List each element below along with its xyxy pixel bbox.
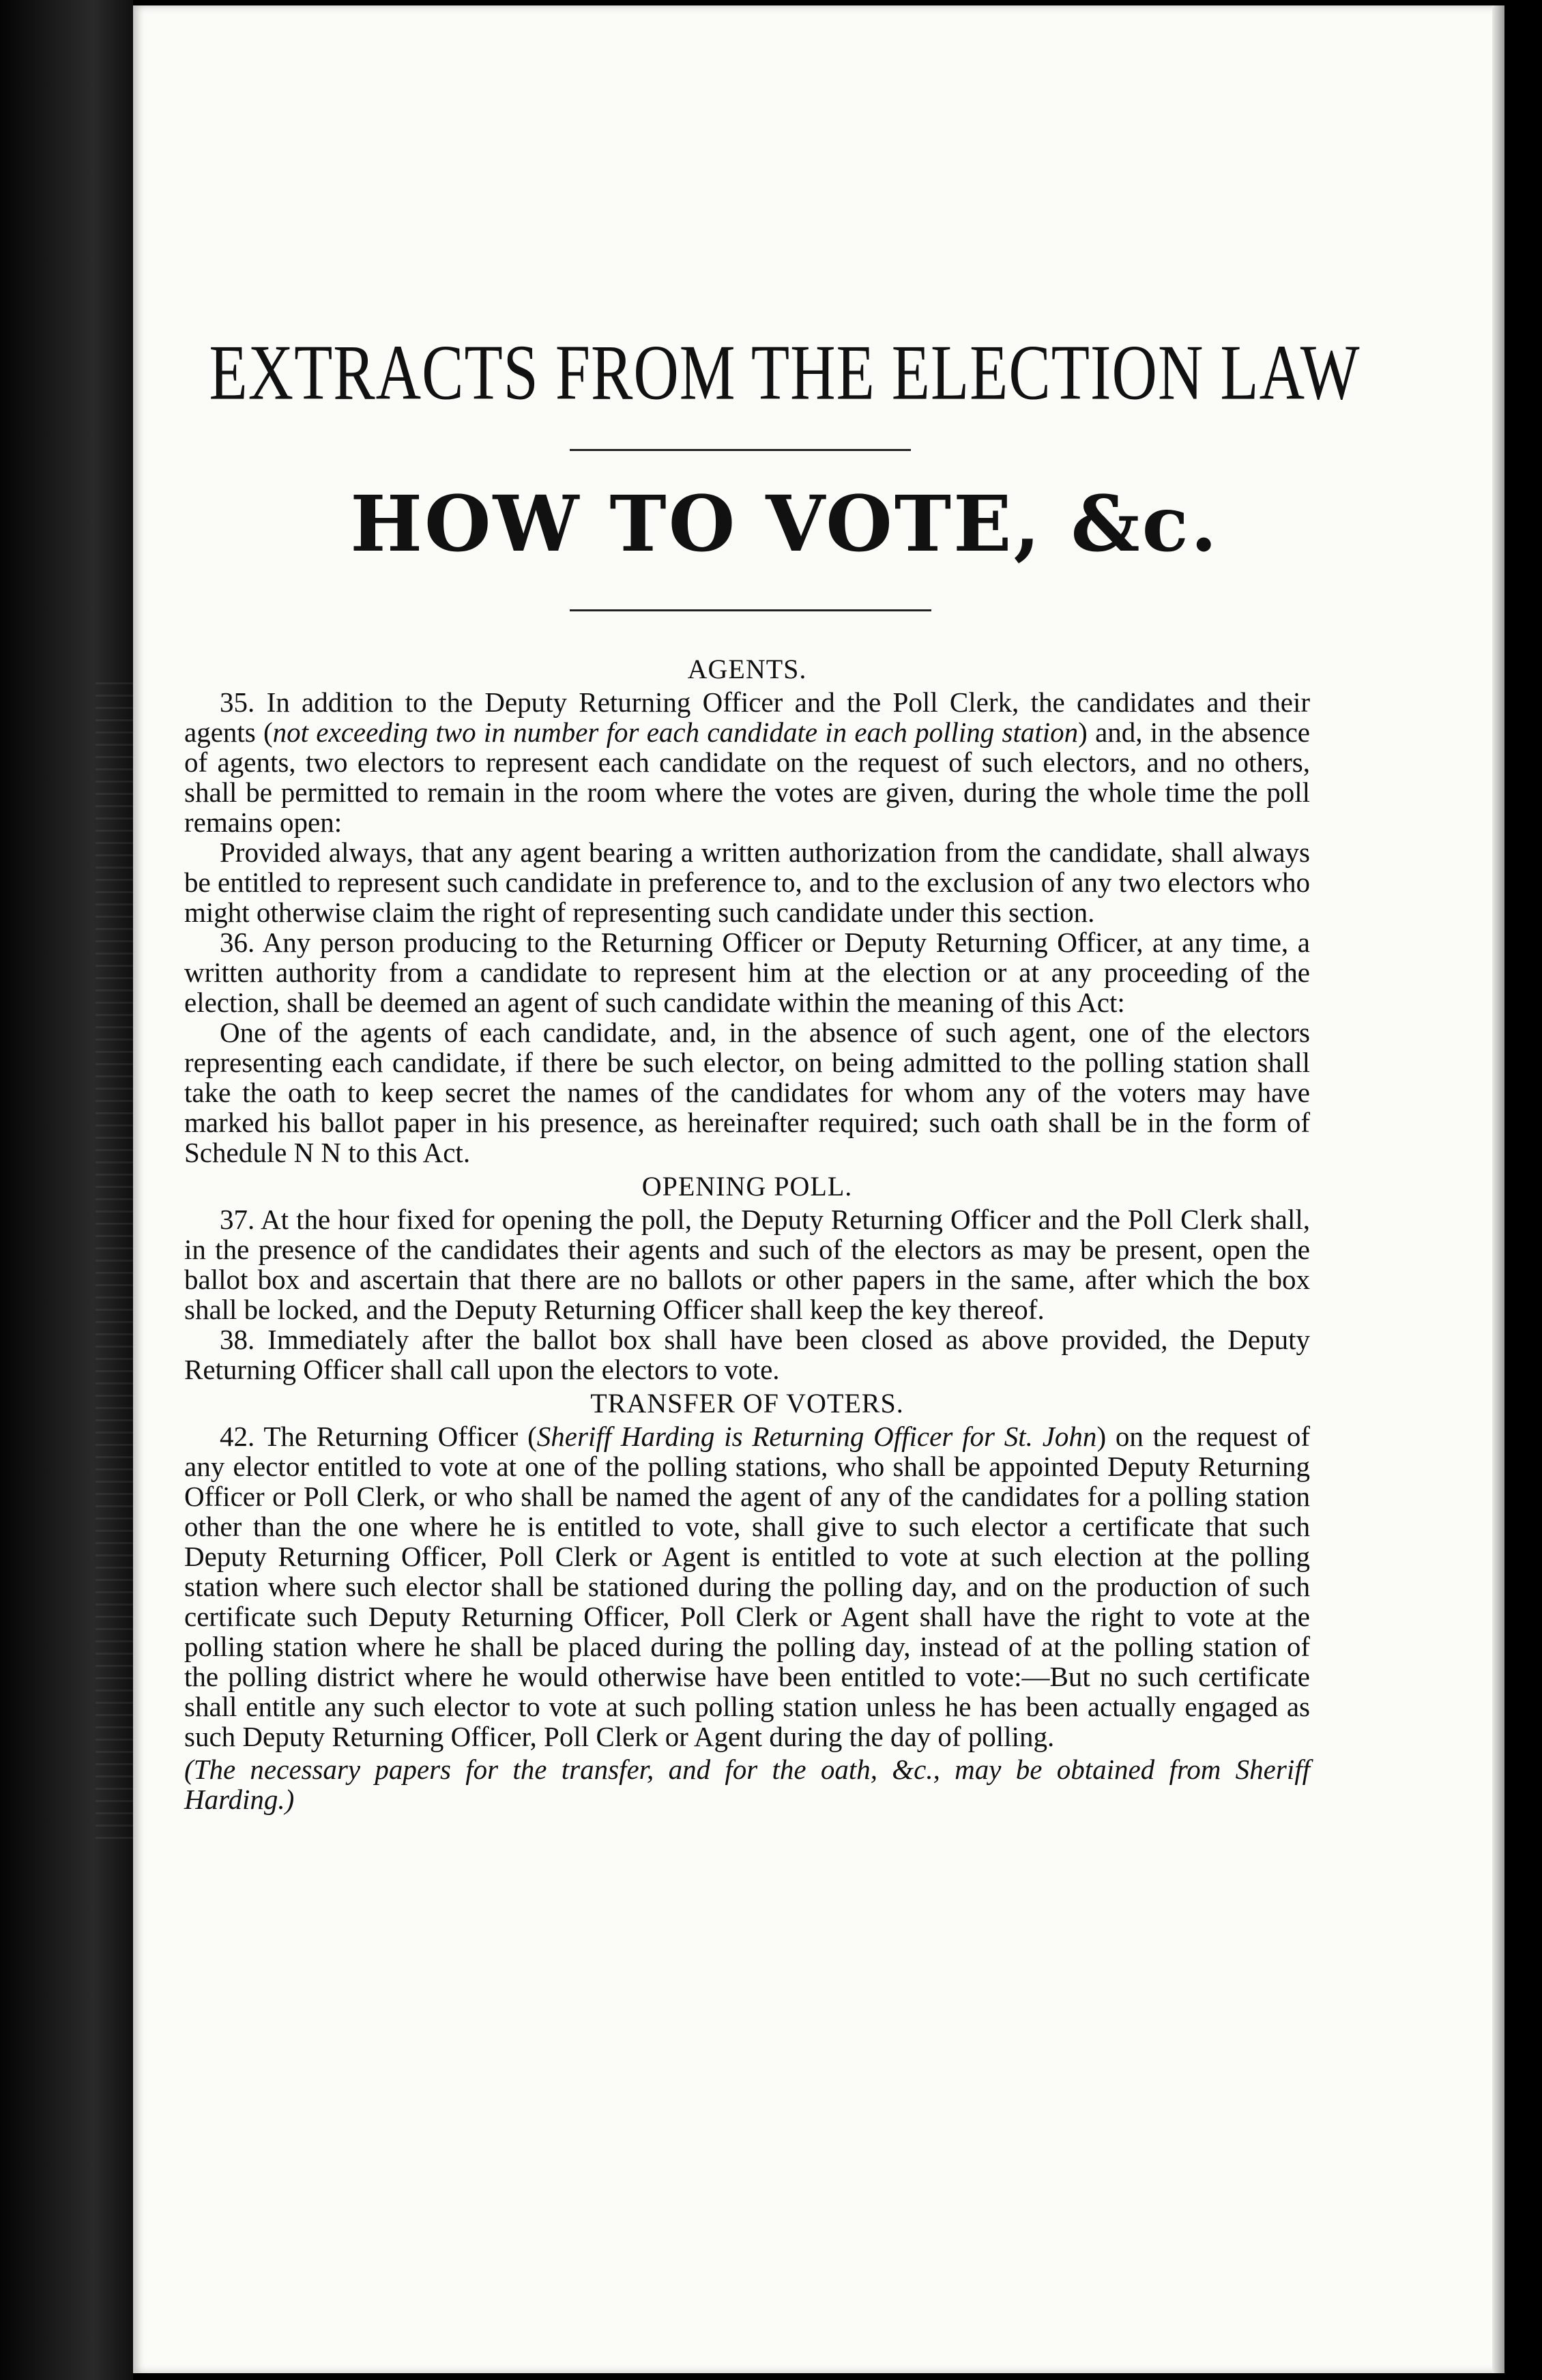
page-edge: [1492, 5, 1504, 2373]
footnote: (The necessary papers for the transfer, and for the oath, &c., may be obtained from Sheriff Harding.): [184, 1754, 1310, 1815]
section-37-paragraph: 37. At the hour fixed for opening the poll, the Deputy Returning Officer and the Poll Clerk shall, in the presence of the candidates their agents and such of the electors as may be present, open the ballot box and ascertain that there are no ballots or other papers in the same, after which the box shall be locked, and the Deputy Returning Officer shall keep the key thereof.: [184, 1204, 1310, 1325]
binding-marks: [96, 682, 136, 1842]
oath-paragraph: One of the agents of each candidate, and, in the absence of such agent, one of the electors representing each candidate, if there be such elector, on being admitted to the polling station shall take the oath to keep secret the names of the candidates for whom any of the voters may have marked his ballot paper in his presence, as hereinafter required; such oath shall be in the form of Schedule N N to this Act.: [184, 1017, 1310, 1168]
title-rule: [570, 449, 911, 451]
proviso-paragraph: Provided always, that any agent bearing a written authorization from the candidate, shall always be entitled to represent such candidate in preference to, and to the exclusion of any two electors who might otherwise claim the right of representing such candidate under this section.: [184, 837, 1310, 928]
document-subtitle: HOW TO VOTE, &c.: [350, 480, 1219, 569]
section-heading-opening-poll: OPENING POLL.: [641, 1171, 853, 1202]
subtitle-rule: [570, 609, 931, 611]
section-36-paragraph: 36. Any person producing to the Returning Officer or Deputy Returning Officer, at any time, a written authority from a candidate to represent him at the election or at any proceeding of the election, shall be deemed an agent of such candidate within the meaning of this Act:: [184, 927, 1310, 1018]
section-heading-agents: AGENTS.: [687, 654, 807, 684]
book-spine: [0, 0, 133, 2380]
section-42-paragraph: 42. The Returning Officer (Sheriff Harding is Returning Officer for St. John) on the request of any elector entitled to vote at one of the polling stations, who shall be appointed Deputy Returning Officer or Poll Clerk, or who shall be named the agent of any of the candidates for a polling station other than the one where he is entitled to vote, shall give to such elector a certificate that such Deputy Returning Officer, Poll Clerk or Agent is entitled to vote at such election at the polling station where such elector shall be stationed during the polling day, and on the production of such certificate such Deputy Returning Officer, Poll Clerk or Agent shall have the right to vote at the polling station where he shall be placed during the polling day, instead of at the polling station of the polling district where he would otherwise have been entitled to vote:—But no such certificate shall entitle any such elector to vote at such polling station unless he has been actually engaged as such Deputy Returning Officer, Poll Clerk or Agent during the day of polling.: [184, 1421, 1311, 1752]
section-35-paragraph: 35. In addition to the Deputy Returning Officer and the Poll Clerk, the candidates and their agents (not exceeding two in number for each candidate in each polling station) and, in the absence of agents, two electors to represent each candidate on the request of such electors, and no others, shall be permitted to remain in the room where the votes are given, during the whole time the poll remains open:: [184, 686, 1311, 838]
section-heading-transfer-of-voters: TRANSFER OF VOTERS.: [590, 1388, 904, 1419]
document-page: [133, 5, 1504, 2373]
section-38-paragraph: 38. Immediately after the ballot box shall have been closed as above provided, the Deputy Returning Officer shall call upon the electors to vote.: [184, 1324, 1310, 1385]
document-body: [184, 650, 1310, 1814]
document-title: EXTRACTS FROM THE ELECTION LAW: [209, 328, 1361, 416]
